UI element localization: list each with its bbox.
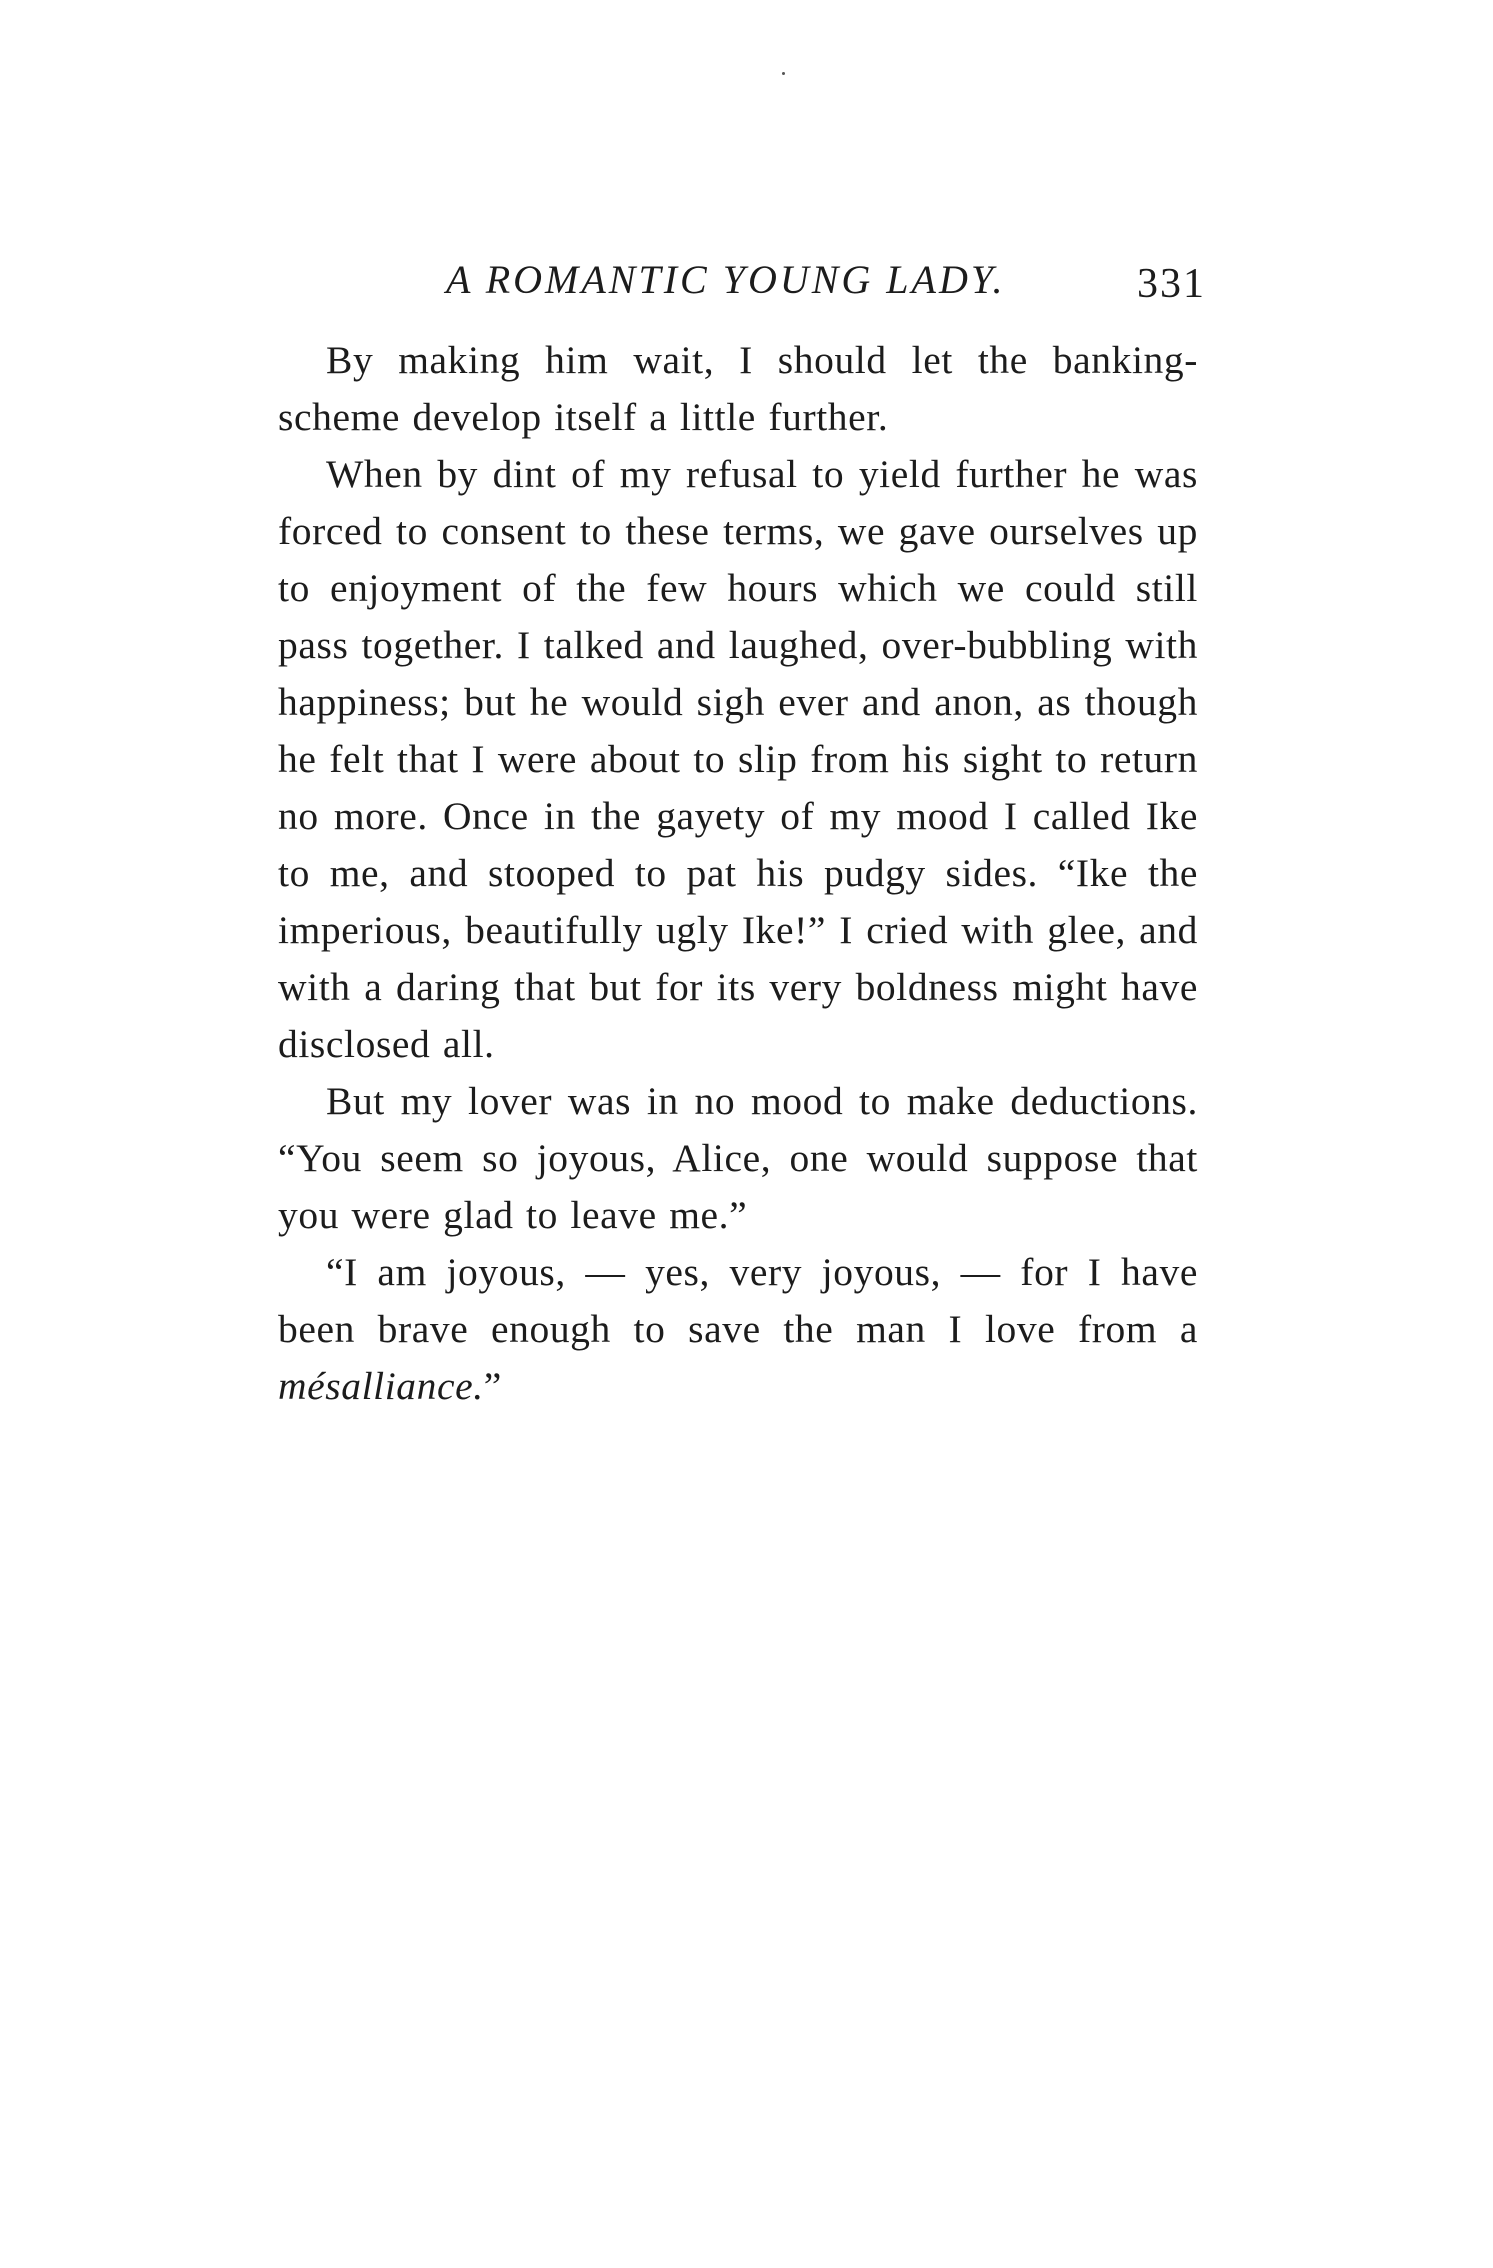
paragraph-3: But my lover was in no mood to make deductions. “You seem so joyous, Alice, one would suppose that you were glad to leave me.”	[278, 1079, 1198, 1237]
closing-quote: ”	[483, 1364, 502, 1408]
print-speck	[782, 72, 785, 75]
running-head	[278, 250, 1206, 310]
page-number: 331	[1137, 261, 1206, 307]
paragraph-4	[278, 1244, 1198, 1415]
paragraph-4-text: “I am joyous, — yes, very joyous, — for I have been brave enough to save the man I love from a	[278, 1250, 1198, 1351]
paragraph-1: By making him wait, I should let the banking-scheme develop itself a little further.	[278, 338, 1198, 439]
paragraph-2: When by dint of my refusal to yield further he was forced to consent to these terms, we gave ourselves up to enjoyment of the few hours which we could still pass together. I talked and laughed, over-bubbling with happiness; but he would sigh ever and anon, as though he felt that I were about to slip from his sight to return no more. Once in the gayety of my mood I called Ike to me, and stooped to pat his pudgy sides. “Ike the imperious, beautifully ugly Ike!” I cried with glee, and with a daring that but for its very boldness might have disclosed all.	[278, 452, 1198, 1066]
running-title: A ROMANTIC YOUNG LADY.	[446, 257, 1006, 302]
italic-term: mésalliance.	[278, 1364, 484, 1408]
body-text	[278, 332, 1198, 1415]
